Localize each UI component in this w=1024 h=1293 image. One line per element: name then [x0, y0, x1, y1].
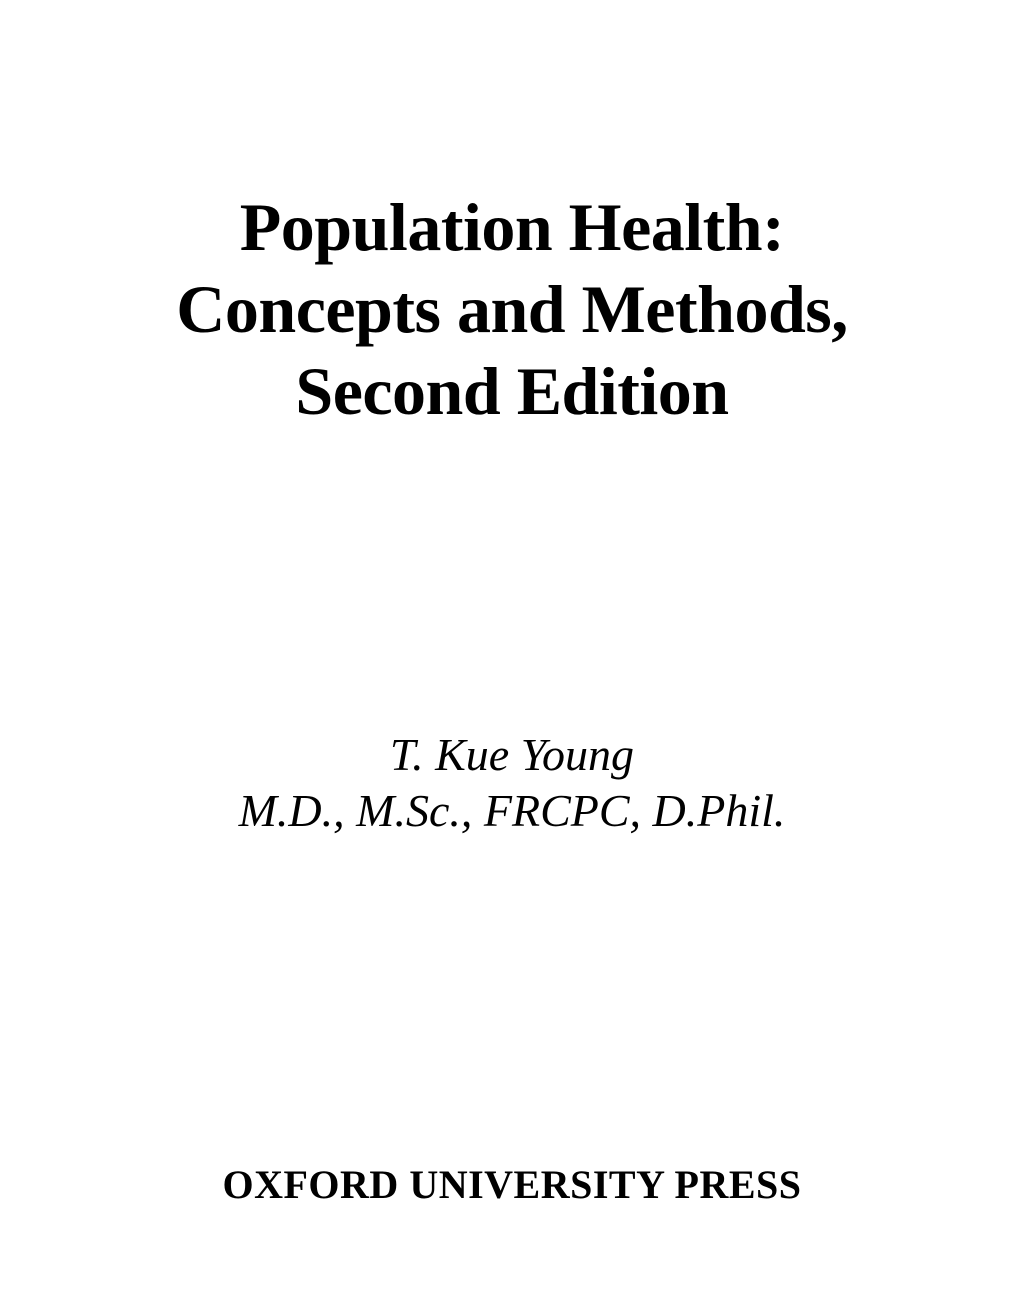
- author-credentials: M.D., M.Sc., FRCPC, D.Phil.: [238, 785, 786, 836]
- author-block: [0, 727, 1024, 839]
- author-name: T. Kue Young: [389, 729, 635, 780]
- title-line-2: Concepts and Methods,: [176, 271, 848, 347]
- title-line-1: Population Health:: [239, 189, 785, 265]
- publisher-name: OXFORD UNIVERSITY PRESS: [222, 1162, 802, 1207]
- book-title: [0, 186, 1024, 432]
- title-line-3: Second Edition: [295, 353, 729, 429]
